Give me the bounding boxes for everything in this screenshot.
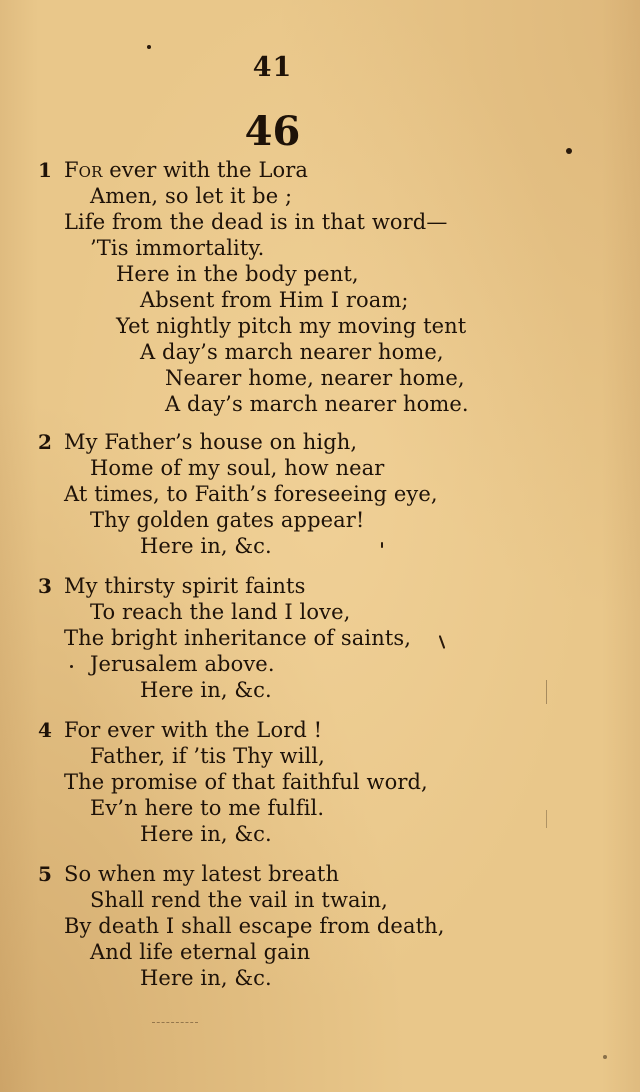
verse-line: At times, to Faith’s foreseeing eye,: [64, 482, 438, 506]
verse-line: Yet nightly pitch my moving tent: [116, 314, 467, 338]
verse-line: Nearer home, nearer home,: [165, 366, 465, 390]
ink-smudge: [152, 1022, 198, 1023]
verse-line: To reach the land I love,: [90, 600, 351, 624]
verse-line-rest: ever with the Lora: [102, 158, 309, 182]
verse-line: Thy golden gates appear!: [90, 508, 365, 532]
ink-speck: [70, 665, 73, 668]
verse-number: 1: [38, 158, 52, 182]
verse-line: Here in, &c.: [140, 678, 272, 702]
ink-speck: [381, 542, 383, 548]
ink-speck: [546, 680, 547, 704]
ink-speck: [439, 635, 446, 649]
verse-line: The promise of that faithful word,: [64, 770, 428, 794]
verse-line: The bright inheritance of saints,: [64, 626, 412, 650]
verse-line: For ever with the Lord !: [64, 718, 323, 742]
ink-speck: [147, 45, 151, 49]
verse-number: 5: [38, 862, 52, 886]
verse-first-word: For: [64, 158, 103, 182]
verse-line: Amen, so let it be ;: [90, 184, 293, 208]
verse-line: By death I shall escape from death,: [64, 914, 445, 938]
verse-line: My thirsty spirit faints: [64, 574, 306, 598]
verse-number: 3: [38, 574, 52, 598]
ink-speck: [603, 1055, 607, 1059]
page-number: 41: [252, 52, 293, 83]
verse-line: Here in, &c.: [140, 966, 272, 990]
verse-line: So when my latest breath: [64, 862, 340, 886]
verse-line: Life from the dead is in that word—: [64, 210, 448, 234]
hymn-number: 46: [244, 108, 301, 155]
verse-line: My Father’s house on high,: [64, 430, 358, 454]
verse-line: Home of my soul, how near: [90, 456, 385, 480]
verse-line: Ev’n here to me fulfil.: [90, 796, 325, 820]
verse-line: Father, if ’tis Thy will,: [90, 744, 325, 768]
verse-line: ’Tis immortality.: [90, 236, 265, 260]
verse-number: 4: [38, 718, 52, 742]
verse-line: Here in the body pent,: [116, 262, 359, 286]
verse-line: Absent from Him I roam;: [140, 288, 409, 312]
verse-line: A day’s march nearer home,: [140, 340, 444, 364]
verse-line: Here in, &c.: [140, 534, 272, 558]
verse-number: 2: [38, 430, 52, 454]
verse-line: Jerusalem above.: [90, 652, 275, 676]
verse-line: [64, 157, 308, 183]
verse-line: A day’s march nearer home.: [165, 392, 469, 416]
ink-speck: [566, 148, 572, 154]
verse-line: Here in, &c.: [140, 822, 272, 846]
verse-line: Shall rend the vail in twain,: [90, 888, 388, 912]
ink-speck: [546, 810, 547, 828]
verse-line: And life eternal gain: [90, 940, 311, 964]
